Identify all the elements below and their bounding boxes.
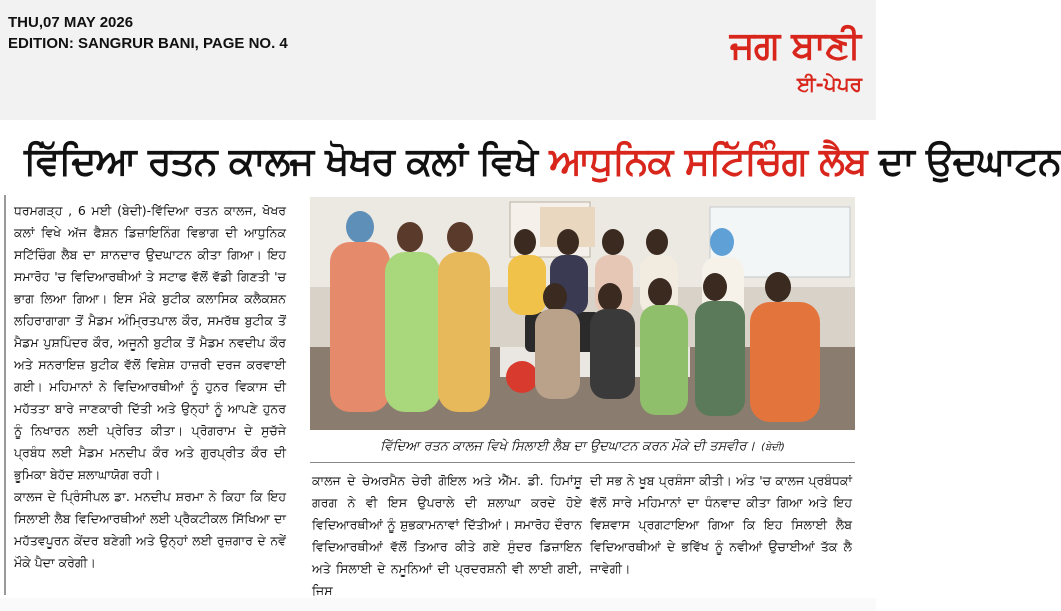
article-paragraph: ਧਰਮਗੜ੍ਹ , 6 ਮਈ (ਬੇਦੀ)-ਵਿੱਦਿਆ ਰਤਨ ਕਾਲਜ, ਖੋਖਰ ਕਲਾਂ ਵਿਖੇ ਅੱਜ ਫੈਸ਼ਨ ਡਿਜ਼ਾਇਨਿੰਗ ਵਿਭਾਗ ਦੀ ਆਧੁਨਿਕ ਸਟਿੱਚਿੰਗ ਲੈਬ ਦਾ ਸ਼ਾਨਦਾਰ ਉਦਘਾਟਨ ਕੀਤਾ ਗਿਆ। ਇਹ ਸਮਾਰੋਹ 'ਚ ਵਿਦਿਆਰਥੀਆਂ ਤੇ ਸਟਾਫ ਵੱਲੋਂ ਵੱਡੀ ਗਿਣਤੀ 'ਚ ਭਾਗ ਲਿਆ ਗਿਆ। ਇਸ ਮੌਕੇ ਬੁਟੀਕ ਕਲਾਸਿਕ ਕਲੈਕਸ਼ਨ ਲਹਿਰਾਗਾਗਾ ਤੋਂ ਮੈਡਮ ਅੰਮ੍ਰਿਤਪਾਲ ਕੌਰ, ਸਮਰੱਥ ਬੁਟੀਕ ਤੋਂ ਮੈਡਮ ਪੁਸ਼ਪਿੰਦਰ ਕੌਰ, ਅਜੂਨੀ ਬੁਟੀਕ ਤੋਂ ਮੈਡਮ ਨਵਦੀਪ ਕੌਰ ਅਤੇ ਸਨਰਾਇਜ਼ ਬੁਟੀਕ ਵੱਲੋਂ ਵਿਸ਼ੇਸ਼ ਹਾਜ਼ਰੀ ਦਰਜ ਕਰਵਾਈ ਗਈ। ਮਹਿਮਾਨਾਂ ਨੇ ਵਿਦਿਆਰਥੀਆਂ ਨੂੰ ਹੁਨਰ ਵਿਕਾਸ ਦੀ ਮਹੱਤਤਾ ਬਾਰੇ ਜਾਣਕਾਰੀ ਦਿੱਤੀ ਅਤੇ ਉਨ੍ਹਾਂ ਨੂੰ ਆਪਣੇ ਹੁਨਰ ਨੂੰ ਨਿਖਾਰਨ ਲਈ ਪ੍ਰੇਰਿਤ ਕੀਤਾ। ਪ੍ਰੋਗਰਾਮ ਦੇ ਸੁਚੱਜੇ ਪ੍ਰਬੰਧ ਲਈ ਮੈਡਮ ਮਨਦੀਪ ਕੌਰ ਅਤੇ ਗੁਰਪ੍ਰੀਤ ਕੌਰ ਦੀ ਭੂਮਿਕਾ ਬੇਹੱਦ ਸ਼ਲਾਘਾਯੋਗ ਰਹੀ। (14, 203, 286, 482)
caption-credit: (ਬੇਦੀ) (761, 442, 785, 453)
page-footer-strip (0, 598, 876, 611)
headline-part-2: ਆਧੁਨਿਕ ਸਟਿੱਚਿੰਗ ਲੈਬ (549, 139, 867, 183)
article-column-2: ਕਾਲਜ ਦੇ ਚੇਅਰਮੈਨ ਚੇਰੀ ਗੋਇਲ ਅਤੇ ਐੱਮ. ਡੀ. ਹਿਮਾਂਸ਼ੂ ਗਰਗ ਨੇ ਵੀ ਇਸ ਉਪਰਾਲੇ ਦੀ ਸ਼ਲਾਘਾ ਕਰਦੇ ਹੋਏ ਵਿਦਿਆਰਥੀਆਂ ਨੂੰ ਸ਼ੁਭਕਾਮਨਾਵਾਂ ਦਿੱਤੀਆਂ। ਸਮਾਰੋਹ ਦੌਰਾਨ ਵਿਦਿਆਰਥੀਆਂ ਵੱਲੋਂ ਤਿਆਰ ਕੀਤੇ ਗਏ ਸੁੰਦਰ ਡਿਜ਼ਾਇਨ ਅਤੇ ਸਿਲਾਈ ਦੇ ਨਮੂਨਿਆਂ ਦੀ ਪ੍ਰਦਰਸ਼ਨੀ ਵੀ ਲਾਈ ਗਈ, ਜਿਸ (312, 473, 582, 598)
article-column-3: ਦੀ ਸਭ ਨੇ ਖੂਬ ਪ੍ਰਸ਼ੰਸਾ ਕੀਤੀ। ਅੰਤ 'ਚ ਕਾਲਜ ਪ੍ਰਬੰਧਕਾਂ ਵੱਲੋਂ ਸਾਰੇ ਮਹਿਮਾਨਾਂ ਦਾ ਧੰਨਵਾਦ ਕੀਤਾ ਗਿਆ ਅਤੇ ਇਹ ਵਿਸ਼ਵਾਸ ਪ੍ਰਗਟਾਇਆ ਗਿਆ ਕਿ ਇਹ ਸਿਲਾਈ ਲੈਬ ਵਿਦਿਆਰਥੀਆਂ ਦੇ ਭਵਿੱਖ ਨੂੰ ਨਵੀਆਂ ਉਚਾਈਆਂ ਤੱਕ ਲੈ ਜਾਵੇਗੀ। (590, 473, 852, 576)
newspaper-logo[interactable] (728, 24, 862, 96)
edition-date: THU,07 MAY 2026 (8, 14, 134, 31)
logo-title: ਜਗ ਬਾਣੀ (729, 23, 861, 67)
article-column-1 (14, 200, 286, 574)
headline-part-3: ਦਾ ਉਦਘਾਟਨ (866, 139, 1061, 183)
column-divider (4, 195, 6, 595)
photo-caption (310, 436, 855, 463)
caption-text: ਵਿੱਦਿਆ ਰਤਨ ਕਾਲਜ ਵਿਖੇ ਸਿਲਾਈ ਲੈਬ ਦਾ ਉਦਘਾਟਨ ਕਰਨ ਮੌਕੇ ਦੀ ਤਸਵੀਰ। (380, 439, 756, 454)
article-photo (310, 197, 855, 430)
photo-illustration (310, 197, 855, 430)
logo-subtitle: ਈ-ਪੇਪਰ (796, 72, 862, 96)
article-headline (24, 134, 1061, 188)
headline-part-1: ਵਿੱਦਿਆ ਰਤਨ ਕਾਲਜ ਖੋਖਰ ਕਲਾਂ ਵਿਖੇ (24, 139, 550, 183)
article-paragraph: ਕਾਲਜ ਦੇ ਪ੍ਰਿੰਸੀਪਲ ਡਾ. ਮਨਦੀਪ ਸ਼ਰਮਾ ਨੇ ਕਿਹਾ ਕਿ ਇਹ ਸਿਲਾਈ ਲੈਬ ਵਿਦਿਆਰਥੀਆਂ ਲਈ ਪ੍ਰੈਕਟੀਕਲ ਸਿੱਖਿਆ ਦਾ ਮਹੱਤਵਪੂਰਨ ਕੇਂਦਰ ਬਣੇਗੀ ਅਤੇ ਉਨ੍ਹਾਂ ਲਈ ਰੁਜ਼ਗਾਰ ਦੇ ਨਵੇਂ ਮੌਕੇ ਪੈਦਾ ਕਰੇਗੀ। (14, 489, 286, 570)
edition-info: EDITION: SANGRUR BANI, PAGE NO. 4 (8, 35, 288, 52)
